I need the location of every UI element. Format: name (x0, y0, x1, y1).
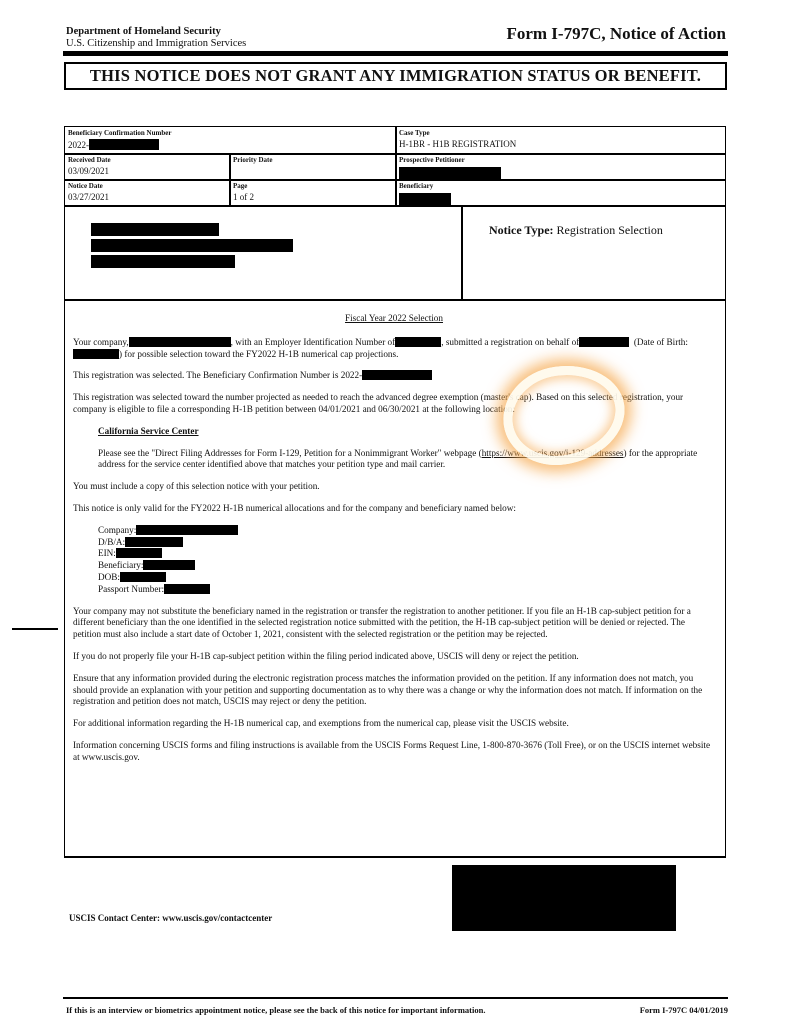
footer-note: If this is an interview or biometrics appointment notice, please see the back of this notice for important information. (66, 1005, 486, 1015)
address-redaction (91, 255, 235, 268)
prospective-petitioner-label: Prospective Petitioner (399, 156, 465, 164)
divider (229, 153, 231, 206)
notice-date-cell (65, 180, 230, 206)
paragraph-deny: If you do not properly file your H-1B cap-subject petition within the filing period indicated above, USCIS will deny or reject the petition. (73, 650, 579, 661)
redaction (129, 337, 231, 347)
contact-center: USCIS Contact Center: www.uscis.gov/contactcenter (69, 913, 273, 923)
notice-body (73, 313, 715, 774)
list-item: Company: (98, 525, 715, 537)
notice-date-label: Notice Date (68, 182, 103, 190)
redaction (399, 193, 451, 205)
paragraph-match: Ensure that any information provided during the electronic registration process matches the information provided on the petition. If any information does not match, you should provide an explanation with your petition and supporting documentation as to why there was a change or why the information does not match. If information on the registration and petition does not match, USCIS may reject or deny the petition. (73, 672, 703, 707)
case-type-value: H-1BR - H1B REGISTRATION (399, 139, 517, 149)
signature-redaction (452, 865, 676, 931)
paragraph-validity: This notice is only valid for the FY2022 H-1B numerical allocations and for the company and beneficiary named below: (73, 502, 516, 513)
address-redaction (91, 223, 219, 236)
body-heading: Fiscal Year 2022 Selection (345, 313, 443, 323)
redaction (136, 525, 238, 535)
paragraph-substitution: Your company may not substitute the beneficiary named in the registration or transfer the registration to another petitioner. If you file an H-1B cap-subject petition for a different beneficiary than the one identified in the selected registration notice submitted with the petition, the H-1B cap-subject petition will be denied or rejected. The petition must also include a start date of October 1, 2021, consistent with the selected registration or the petition may be rejected. (73, 605, 691, 640)
status-banner: THIS NOTICE DOES NOT GRANT ANY IMMIGRATION STATUS OR BENEFIT. (64, 62, 727, 90)
footer-form-number: Form I-797C 04/01/2019 (639, 1005, 728, 1015)
beneficiary-cell (396, 180, 725, 206)
redaction (164, 584, 210, 594)
agency-name: U.S. Citizenship and Immigration Services (66, 38, 247, 49)
paragraph-forms-info: Information concerning USCIS forms and filing instructions is available from the USCIS Forms Request Line, 1-800-870-3676 (Toll Free), or on the USCIS internet website at www.uscis.gov. (73, 739, 711, 762)
beneficiary-confirmation-label: Beneficiary Confirmation Number (68, 129, 172, 137)
received-date-cell (65, 154, 230, 180)
list-item: D/B/A: (98, 537, 715, 549)
paragraph-additional-info: For additional information regarding the H-1B numerical cap, and exemptions from the numerical cap, please visit the USCIS website. (73, 718, 569, 729)
notice-type (489, 223, 663, 238)
paragraph-registration: Your company, , with an Employer Identification Number of , submitted a registration on behalf of (Date of Birth:) for possible selection toward the FY2022 H-1B numerical cap projections. (73, 336, 688, 359)
redaction (116, 548, 162, 558)
top-rule (63, 51, 728, 56)
prospective-petitioner-cell (396, 154, 725, 180)
divider (65, 299, 725, 301)
redaction (399, 167, 501, 179)
redaction (120, 572, 166, 582)
paragraph-selected: This registration was selected. The Beneficiary Confirmation Number is 2022- (73, 370, 715, 382)
redaction (395, 337, 441, 347)
divider (461, 205, 463, 300)
case-type-cell (396, 127, 725, 154)
received-date-label: Received Date (68, 156, 111, 164)
list-item: Passport Number: (98, 584, 715, 596)
beneficiary-label: Beneficiary (399, 182, 434, 190)
received-date-value: 03/09/2021 (68, 166, 110, 176)
divider (65, 856, 725, 858)
paragraph-include-copy: You must include a copy of this selection notice with your petition. (73, 481, 320, 492)
list-item: DOB: (98, 572, 715, 584)
redaction (89, 139, 159, 150)
form-title: Form I-797C, Notice of Action (506, 24, 726, 43)
bottom-rule (63, 997, 728, 999)
address-redaction (91, 239, 293, 252)
page-cell (230, 180, 396, 206)
redaction (362, 370, 432, 380)
redaction (579, 337, 629, 347)
beneficiary-confirmation-value: 2022- (68, 139, 159, 150)
margin-mark (12, 628, 58, 630)
beneficiary-confirmation-cell (65, 127, 396, 154)
redaction (143, 560, 195, 570)
case-type-label: Case Type (399, 129, 430, 137)
paragraph-filing-address: Please see the "Direct Filing Addresses for Form I-129, Petition for a Nonimmigrant Worker" webpage (https://www.uscis.gov/i-129-addresses) for the appropriate address for the service center identified above that matches your petition type and mail carrier. (98, 447, 698, 470)
page-label: Page (233, 182, 248, 190)
divider (395, 127, 397, 206)
notice-type-label: Notice Type: (489, 223, 554, 237)
redaction (125, 537, 183, 547)
agency-block (66, 26, 246, 50)
beneficiary-info-list (98, 525, 715, 596)
paragraph-filing-window: This registration was selected toward the number projected as needed to reach the advanced degree exemption (master's cap). Based on this selected registration, your company is eligible to file a corresponding H-1B petition between 04/01/2021 and 06/30/2021 at the following location: (73, 392, 684, 414)
priority-date-label: Priority Date (233, 156, 273, 164)
uscis-link[interactable]: https://www.uscis.gov/i-129-addresses (481, 447, 624, 458)
page-value: 1 of 2 (233, 192, 254, 202)
redaction (73, 349, 119, 359)
list-item: Beneficiary: (98, 560, 715, 572)
notice-date-value: 03/27/2021 (68, 192, 110, 202)
department-name: Department of Homeland Security (66, 26, 221, 37)
notice-type-value: Registration Selection (556, 223, 663, 237)
priority-date-cell (230, 154, 396, 180)
notice-box (64, 126, 726, 923)
list-item: EIN: (98, 548, 715, 560)
service-center: California Service Center (98, 425, 199, 436)
